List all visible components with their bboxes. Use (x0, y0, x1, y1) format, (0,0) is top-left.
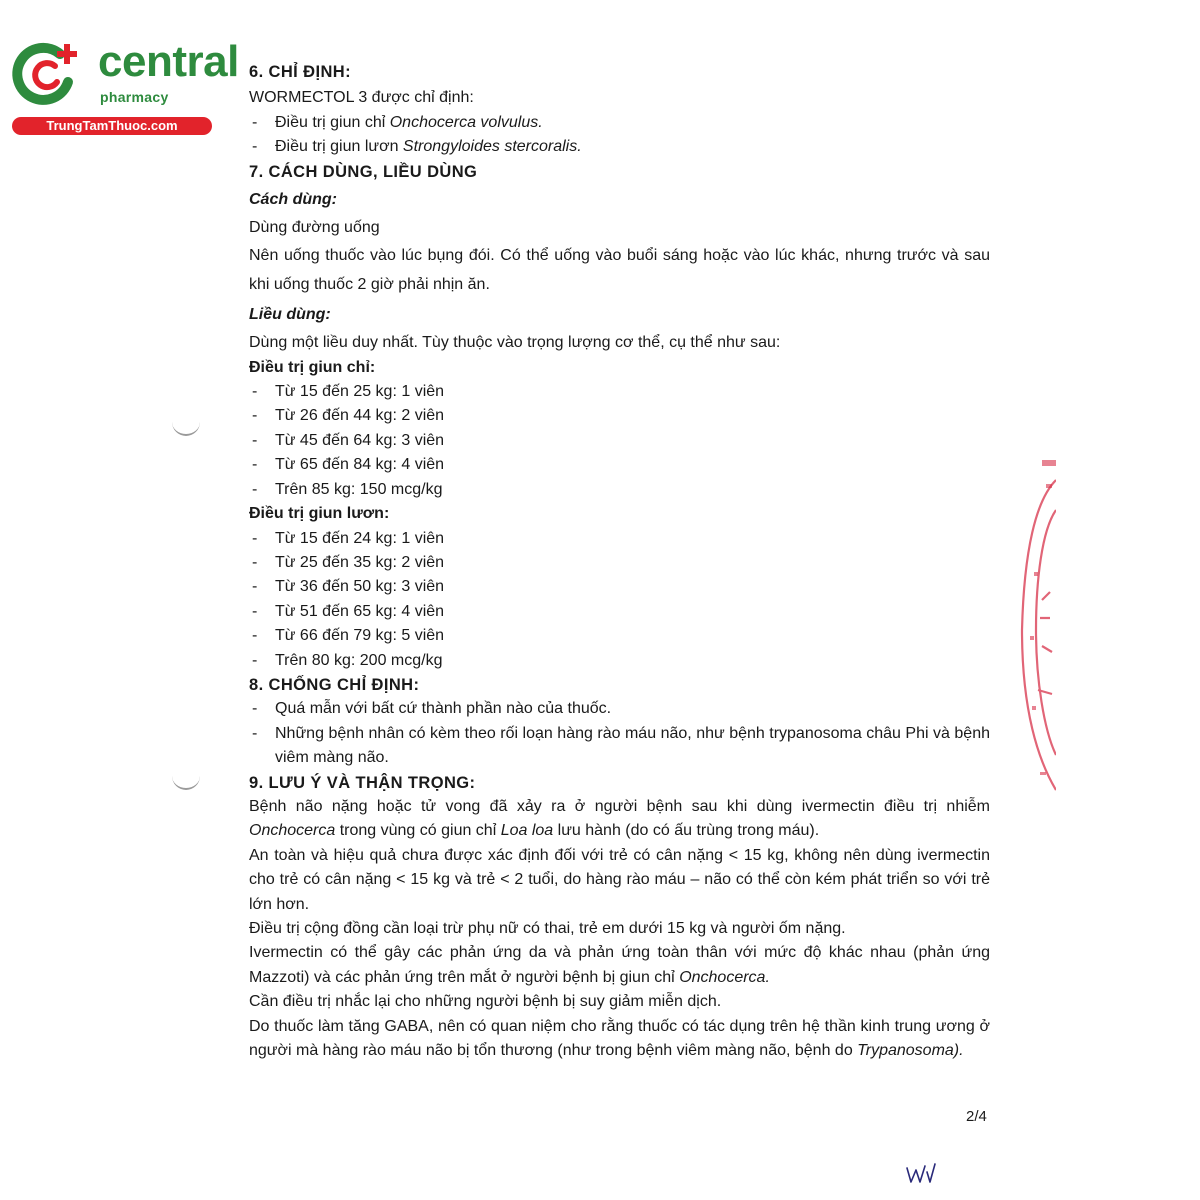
red-stamp-fragment (1012, 460, 1056, 800)
dose-item: - Từ 66 đến 79 kg: 5 viên (249, 624, 990, 648)
dose-item: - Từ 15 đến 24 kg: 1 viên (249, 527, 990, 551)
dose-heading: Liều dùng: (249, 305, 331, 323)
dose-item: - Trên 80 kg: 200 mcg/kg (249, 649, 990, 673)
brand-logo (10, 34, 239, 138)
warning-paragraph: Cần điều trị nhắc lại cho những người bệnh bị suy giảm miễn dịch. (249, 993, 722, 1011)
handwritten-initials-icon (905, 1160, 939, 1186)
logo-subtitle: pharmacy (100, 89, 169, 105)
contraindication-item: - Những bệnh nhân có kèm theo rối loạn hàng rào máu não, như bệnh trypanosoma châu Phi và bệnh viêm màng não. (249, 722, 990, 771)
punch-hole-mark (172, 420, 200, 436)
dose-intro: Dùng một liều duy nhất. Tùy thuộc vào trọng lượng cơ thể, cụ thể như sau: (249, 334, 781, 352)
contraindication-item: - Quá mẫn với bất cứ thành phần nào của thuốc. (249, 697, 990, 721)
dose-item: - Từ 45 đến 64 kg: 3 viên (249, 429, 990, 453)
warning-paragraph: Ivermectin có thể gây các phản ứng da và phản ứng toàn thân với mức độ khác nhau (phản ứng Mazzoti) và các phản ứng trên mắt ở người bệnh bị giun chỉ Onchocerca. (249, 944, 990, 986)
indication-item: - Điều trị giun chỉ Onchocerca volvulus. (249, 111, 990, 135)
central-pharmacy-logo-icon (10, 38, 82, 110)
page-number: 2/4 (966, 1108, 987, 1125)
usage-note: Nên uống thuốc vào lúc bụng đói. Có thể uống vào buổi sáng hoặc vào lúc khác, nhưng trước và sau khi uống thuốc 2 giờ phải nhịn ăn. (249, 246, 990, 293)
usage-heading: Cách dùng: (249, 191, 337, 209)
dose-item: - Từ 15 đến 25 kg: 1 viên (249, 380, 990, 404)
dose-item: - Từ 51 đến 65 kg: 4 viên (249, 600, 990, 624)
section-6-title: 6. CHỈ ĐỊNH: (249, 63, 351, 81)
dose-item: - Từ 26 đến 44 kg: 2 viên (249, 404, 990, 428)
dose-item: - Trên 85 kg: 150 mcg/kg (249, 478, 990, 502)
section-7-title: 7. CÁCH DÙNG, LIỀU DÙNG (249, 162, 478, 181)
warning-paragraph: Bệnh não nặng hoặc tử vong đã xảy ra ở người bệnh sau khi dùng ivermectin điều trị nhiễm Onchocerca trong vùng có giun chỉ Loa loa lưu hành (do có ấu trùng trong máu). (249, 797, 990, 840)
logo-website: TrungTamThuoc.com (12, 117, 212, 135)
usage-route: Dùng đường uống (249, 219, 380, 237)
section-8-title: 8. CHỐNG CHỈ ĐỊNH: (249, 675, 420, 694)
strongyloides-dose-heading: Điều trị giun lươn: (249, 505, 390, 523)
punch-hole-mark (172, 774, 200, 790)
dose-item: - Từ 36 đến 50 kg: 3 viên (249, 575, 990, 599)
warning-paragraph: An toàn và hiệu quả chưa được xác định đối với trẻ có cân nặng < 15 kg, không nên dùng ivermectin cho trẻ có cân nặng < 15 kg và trẻ < 2 tuổi, do hàng rào máu – não có thể còn kém phát triển so với trẻ lớn hơn. (249, 846, 990, 913)
indication-item: - Điều trị giun lươn Strongyloides stercoralis. (249, 135, 990, 159)
warning-paragraph: Điều trị cộng đồng cần loại trừ phụ nữ có thai, trẻ em dưới 15 kg và người ốm nặng. (249, 920, 846, 937)
warning-paragraph: Do thuốc làm tăng GABA, nên có quan niệm cho rằng thuốc có tác dụng trên hệ thần kinh trung ương ở người mà hàng rào máu não bị tổn thương (như trong bệnh viêm màng não, bệnh do Trypanosoma). (249, 1017, 990, 1060)
logo-brand-name: central (98, 37, 239, 86)
filaria-dose-heading: Điều trị giun chỉ: (249, 358, 376, 376)
document-body (249, 60, 990, 1063)
dose-item: - Từ 25 đến 35 kg: 2 viên (249, 551, 990, 575)
section-6-intro: WORMECTOL 3 được chỉ định: (249, 89, 474, 107)
section-9-title: 9. LƯU Ý VÀ THẬN TRỌNG: (249, 773, 476, 792)
dose-item: - Từ 65 đến 84 kg: 4 viên (249, 453, 990, 477)
